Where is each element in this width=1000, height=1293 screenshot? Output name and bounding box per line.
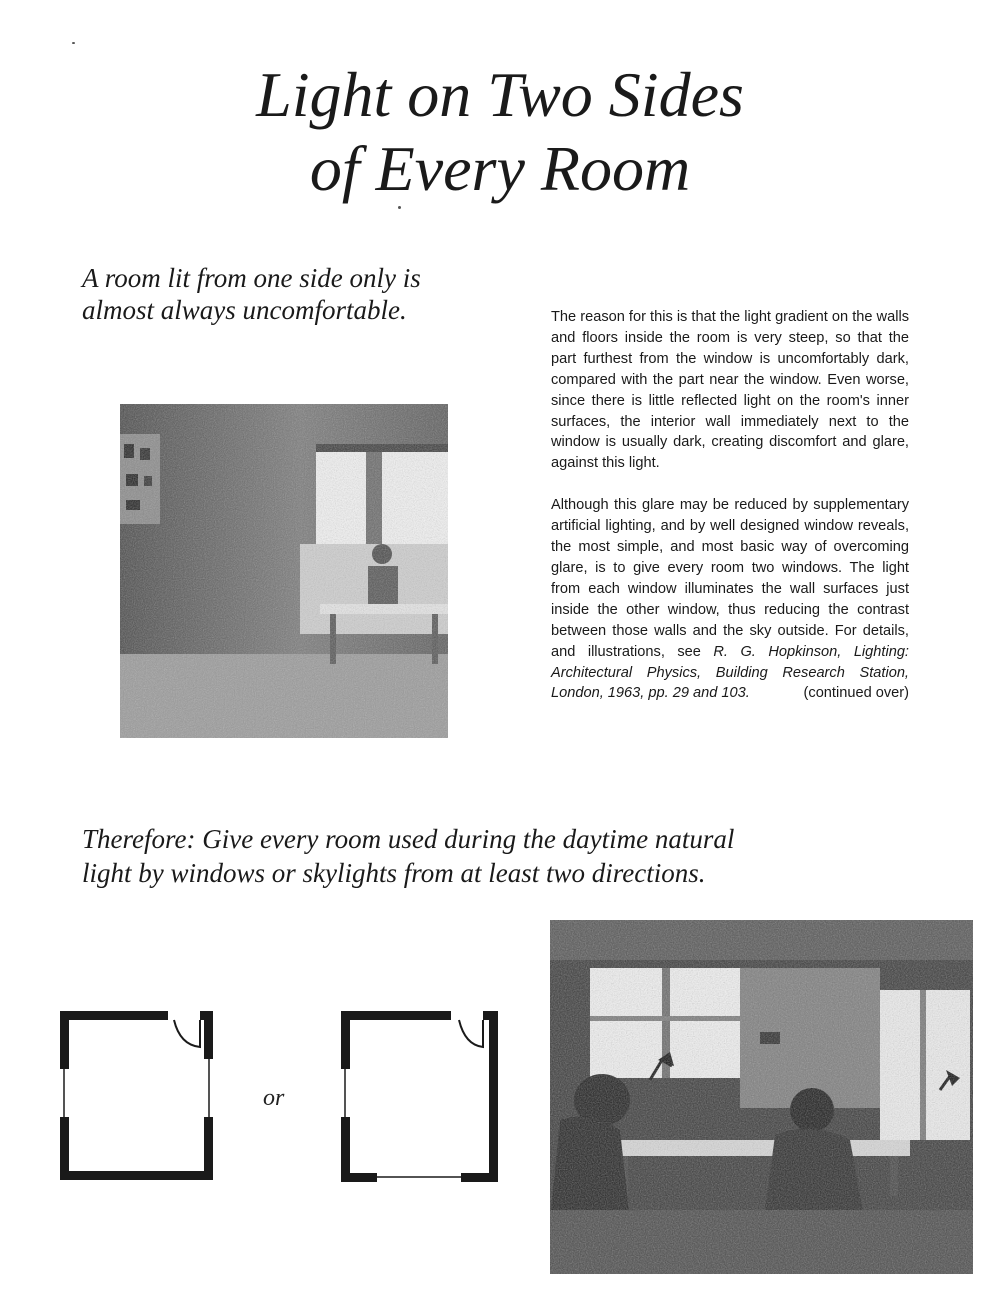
therefore-statement [82, 822, 882, 890]
continued-over-note: (continued over) [803, 685, 909, 702]
scan-speck [72, 42, 75, 44]
title-line-1: Light on Two Sides [256, 59, 744, 130]
problem-line-1: A room lit from one side only is [82, 263, 421, 293]
or-label: or [263, 1085, 285, 1111]
therefore-line-2: light by windows or skylights from at least two directions. [82, 858, 706, 888]
body-paragraph-2-text: Although this glare may be reduced by supplementary artificial lighting, and by well designed window reveals, the most simple, and most basic way of overcoming glare, is to give every room two windows. The light from each window illuminates the wall surfaces just inside the other window, thus reducing the contrast between those walls and the sky outside. For details, and illustrations, see [551, 497, 909, 660]
title-line-2: of Every Room [309, 133, 691, 204]
page-title [0, 58, 1000, 206]
citation: R. G. Hopkinson, Lighting: Architectural Physics, Building Research Station, London, 1963, pp. 29 and 103. [551, 643, 909, 702]
two-side-lit-room-photo [550, 920, 973, 1274]
therefore-line-1: Therefore: Give every room used during the daytime natural [82, 824, 735, 854]
body-text [551, 307, 909, 725]
body-paragraph-2 [551, 495, 909, 704]
room-plan-diagram-adjacent-windows [333, 1005, 503, 1185]
problem-line-2: almost always uncomfortable. [82, 295, 407, 325]
one-side-lit-room-photo [120, 404, 448, 738]
scan-speck [398, 206, 401, 209]
body-paragraph-1: The reason for this is that the light gradient on the walls and floors inside the room is very steep, so that the part furthest from the window is uncomfortably dark, compared with the part near the window. Even worse, since there is little reflected light on the room's inner surfaces, the interior wall immediately next to the window is usually dark, creating discomfort and glare, against this light. [551, 309, 909, 472]
problem-statement [82, 262, 522, 326]
room-plan-diagram-opposite-windows [52, 1005, 222, 1185]
